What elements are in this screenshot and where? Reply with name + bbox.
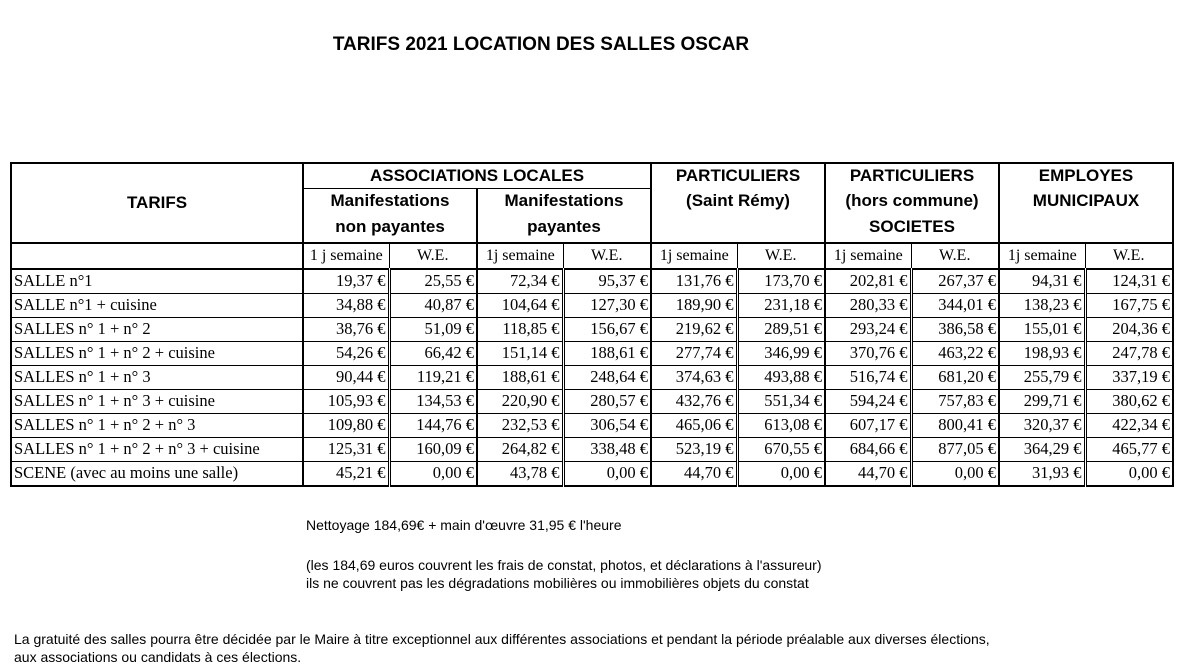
price-cell: 277,74 € (651, 341, 737, 365)
price-cell: 0,00 € (389, 461, 477, 486)
price-cell: 44,70 € (825, 461, 911, 486)
price-cell: 346,99 € (737, 341, 825, 365)
price-cell: 31,93 € (999, 461, 1085, 486)
subheader-empty (11, 243, 303, 269)
price-cell: 594,24 € (825, 389, 911, 413)
price-cell: 0,00 € (563, 461, 651, 486)
subheader-semaine: 1j semaine (825, 243, 911, 269)
page-title: TARIFS 2021 LOCATION DES SALLES OSCAR (332, 34, 750, 55)
header-particuliers-hc-line2: (hors commune) (825, 189, 999, 215)
header-assoc-payantes-line1: Manifestations (477, 189, 651, 215)
price-cell: 800,41 € (911, 413, 999, 437)
price-cell: 144,76 € (389, 413, 477, 437)
price-cell: 299,71 € (999, 389, 1085, 413)
price-cell: 202,81 € (825, 269, 911, 294)
subheader-we: W.E. (563, 243, 651, 269)
price-cell: 94,31 € (999, 269, 1085, 294)
price-cell: 607,17 € (825, 413, 911, 437)
price-cell: 465,06 € (651, 413, 737, 437)
row-label: SALLES n° 1 + n° 2 + n° 3 + cuisine (11, 437, 303, 461)
price-cell: 374,63 € (651, 365, 737, 389)
price-cell: 613,08 € (737, 413, 825, 437)
price-cell: 289,51 € (737, 317, 825, 341)
row-label: SCENE (avec au moins une salle) (11, 461, 303, 486)
price-cell: 670,55 € (737, 437, 825, 461)
subheader-row (11, 243, 1173, 269)
price-cell: 280,57 € (563, 389, 651, 413)
table-row (11, 293, 1173, 317)
price-cell: 138,23 € (999, 293, 1085, 317)
row-label: SALLES n° 1 + n° 2 (11, 317, 303, 341)
price-cell: 380,62 € (1085, 389, 1173, 413)
price-cell: 160,09 € (389, 437, 477, 461)
price-cell: 90,44 € (303, 365, 389, 389)
price-cell: 493,88 € (737, 365, 825, 389)
price-cell: 267,37 € (911, 269, 999, 294)
price-cell: 25,55 € (389, 269, 477, 294)
note-gratuite-line1: La gratuité des salles pourra être décidée par le Maire à titre exceptionnel aux différentes associations et pendant la période préalable aux diverses élections, (14, 631, 990, 647)
subheader-semaine: 1j semaine (999, 243, 1085, 269)
subheader-semaine: 1j semaine (477, 243, 563, 269)
price-cell: 681,20 € (911, 365, 999, 389)
table-row (11, 365, 1173, 389)
price-cell: 66,42 € (389, 341, 477, 365)
price-cell: 248,64 € (563, 365, 651, 389)
header-tarifs: TARIFS (11, 163, 303, 243)
price-cell: 198,93 € (999, 341, 1085, 365)
price-cell: 124,31 € (1085, 269, 1173, 294)
subheader-we: W.E. (389, 243, 477, 269)
row-label: SALLE n°1 + cuisine (11, 293, 303, 317)
subheader-semaine: 1 j semaine (303, 243, 389, 269)
price-cell: 40,87 € (389, 293, 477, 317)
price-cell: 109,80 € (303, 413, 389, 437)
price-cell: 54,26 € (303, 341, 389, 365)
price-cell: 44,70 € (651, 461, 737, 486)
subheader-semaine: 1j semaine (651, 243, 737, 269)
table-row (11, 341, 1173, 365)
header-particuliers-line1: PARTICULIERS (651, 163, 825, 189)
price-cell: 516,74 € (825, 365, 911, 389)
price-cell: 72,34 € (477, 269, 563, 294)
price-cell: 337,19 € (1085, 365, 1173, 389)
price-cell: 0,00 € (911, 461, 999, 486)
header-employes-line2: MUNICIPAUX (999, 189, 1173, 243)
price-cell: 167,75 € (1085, 293, 1173, 317)
header-particuliers-hc-line3: SOCIETES (825, 215, 999, 243)
header-assoc-payantes-line2: payantes (477, 215, 651, 243)
price-cell: 19,37 € (303, 269, 389, 294)
note-nettoyage: Nettoyage 184,69€ + main d'œuvre 31,95 € l'heure (306, 517, 622, 533)
row-label: SALLES n° 1 + n° 2 + n° 3 (11, 413, 303, 437)
price-cell: 134,53 € (389, 389, 477, 413)
price-cell: 189,90 € (651, 293, 737, 317)
price-cell: 188,61 € (477, 365, 563, 389)
price-cell: 463,22 € (911, 341, 999, 365)
price-cell: 204,36 € (1085, 317, 1173, 341)
price-cell: 232,53 € (477, 413, 563, 437)
table-row (11, 317, 1173, 341)
price-cell: 231,18 € (737, 293, 825, 317)
price-cell: 523,19 € (651, 437, 737, 461)
price-cell: 131,76 € (651, 269, 737, 294)
price-cell: 338,48 € (563, 437, 651, 461)
price-cell: 432,76 € (651, 389, 737, 413)
note-ne-couvrent: ils ne couvrent pas les dégradations mobilières ou immobilières objets du constat (306, 575, 809, 591)
header-associations-locales: ASSOCIATIONS LOCALES (303, 163, 651, 189)
price-cell: 119,21 € (389, 365, 477, 389)
price-cell: 105,93 € (303, 389, 389, 413)
price-cell: 43,78 € (477, 461, 563, 486)
subheader-we: W.E. (911, 243, 999, 269)
row-label: SALLES n° 1 + n° 2 + cuisine (11, 341, 303, 365)
subheader-we: W.E. (737, 243, 825, 269)
price-cell: 34,88 € (303, 293, 389, 317)
price-cell: 877,05 € (911, 437, 999, 461)
price-cell: 757,83 € (911, 389, 999, 413)
header-particuliers-blank (651, 215, 825, 243)
price-cell: 51,09 € (389, 317, 477, 341)
table-row (11, 269, 1173, 294)
price-cell: 45,21 € (303, 461, 389, 486)
price-cell: 320,37 € (999, 413, 1085, 437)
price-cell: 306,54 € (563, 413, 651, 437)
price-cell: 173,70 € (737, 269, 825, 294)
price-cell: 125,31 € (303, 437, 389, 461)
subheader-we: W.E. (1085, 243, 1173, 269)
price-cell: 247,78 € (1085, 341, 1173, 365)
row-label: SALLES n° 1 + n° 3 (11, 365, 303, 389)
price-cell: 0,00 € (737, 461, 825, 486)
header-assoc-non-payantes-line2: non payantes (303, 215, 477, 243)
price-cell: 188,61 € (563, 341, 651, 365)
price-cell: 219,62 € (651, 317, 737, 341)
table-row (11, 389, 1173, 413)
price-cell: 38,76 € (303, 317, 389, 341)
header-employes-line1: EMPLOYES (999, 163, 1173, 189)
table-row (11, 437, 1173, 461)
price-cell: 151,14 € (477, 341, 563, 365)
price-cell: 465,77 € (1085, 437, 1173, 461)
note-couvrent: (les 184,69 euros couvrent les frais de constat, photos, et déclarations à l'assureur) (306, 557, 822, 573)
price-cell: 364,29 € (999, 437, 1085, 461)
table-row (11, 461, 1173, 486)
header-particuliers-hc-line1: PARTICULIERS (825, 163, 999, 189)
price-cell: 255,79 € (999, 365, 1085, 389)
price-cell: 551,34 € (737, 389, 825, 413)
price-cell: 344,01 € (911, 293, 999, 317)
price-cell: 127,30 € (563, 293, 651, 317)
table-row (11, 413, 1173, 437)
row-label: SALLES n° 1 + n° 3 + cuisine (11, 389, 303, 413)
price-cell: 684,66 € (825, 437, 911, 461)
row-label: SALLE n°1 (11, 269, 303, 294)
price-cell: 220,90 € (477, 389, 563, 413)
price-cell: 422,34 € (1085, 413, 1173, 437)
price-cell: 370,76 € (825, 341, 911, 365)
price-cell: 104,64 € (477, 293, 563, 317)
price-cell: 118,85 € (477, 317, 563, 341)
price-cell: 155,01 € (999, 317, 1085, 341)
tarifs-table (10, 162, 1174, 487)
note-gratuite-line2: aux associations ou candidats à ces élections. (14, 649, 302, 665)
price-cell: 280,33 € (825, 293, 911, 317)
price-cell: 95,37 € (563, 269, 651, 294)
price-cell: 0,00 € (1085, 461, 1173, 486)
price-cell: 156,67 € (563, 317, 651, 341)
price-cell: 264,82 € (477, 437, 563, 461)
price-cell: 293,24 € (825, 317, 911, 341)
header-particuliers-line2: (Saint Rémy) (651, 189, 825, 215)
price-cell: 386,58 € (911, 317, 999, 341)
header-assoc-non-payantes-line1: Manifestations (303, 189, 477, 215)
